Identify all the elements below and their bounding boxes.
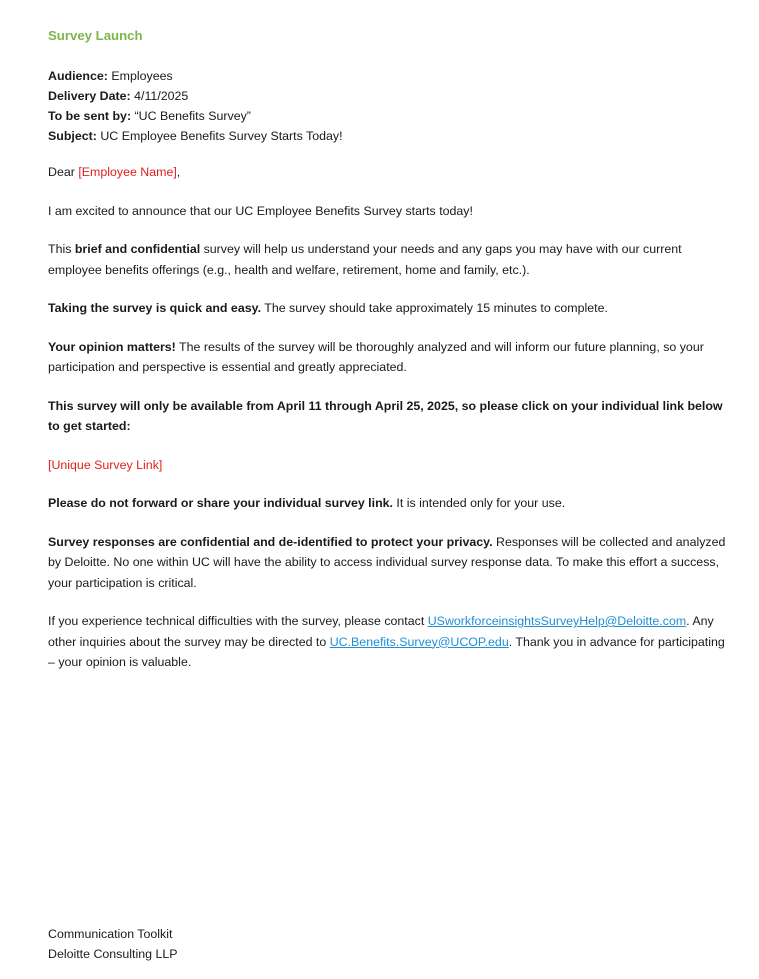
subject-line: Subject: UC Employee Benefits Survey Starts Today! xyxy=(48,129,343,143)
delivery-date-value: 4/11/2025 xyxy=(134,89,189,103)
help-email-link[interactable]: USworkforceinsightsSurveyHelp@Deloitte.com xyxy=(427,614,687,628)
greeting-suffix: , xyxy=(176,165,181,179)
sender-line: To be sent by: “UC Benefits Survey” xyxy=(48,109,251,123)
contact-paragraph: If you experience technical difficulties with the survey, please contact USworkforceinsightsSurveyHelp@Deloitte.com. Any other inquiries about the survey may be directed to UC.Benefits.Survey@UCOP.edu. Thank you in advance for participating – your opinion is valuable. xyxy=(48,614,725,669)
survey-link-placeholder[interactable]: [Unique Survey Link] xyxy=(48,457,163,472)
benefits-email-link[interactable]: UC.Benefits.Survey@UCOP.edu xyxy=(329,634,509,649)
page-footer xyxy=(48,924,178,964)
greeting-prefix: Dear xyxy=(48,165,79,179)
opinion-emphasis: Your opinion matters! xyxy=(48,339,176,354)
privacy-paragraph: Survey responses are confidential and de-identified to protect your privacy. Responses will be collected and analyzed by Deloitte. No one within UC will have the ability to access individual survey response data. To make this effort a success, your participation is critical. xyxy=(48,534,726,590)
email-metadata xyxy=(48,66,728,146)
forward-warning-paragraph: Please do not forward or share your individual survey link. It is intended only for your use. xyxy=(48,496,566,510)
privacy-emphasis: Survey responses are confidential and de-identified to protect your privacy. xyxy=(48,534,493,549)
duration-paragraph: Taking the survey is quick and easy. The survey should take approximately 15 minutes to complete. xyxy=(48,301,608,315)
opinion-paragraph: Your opinion matters! The results of the survey will be thoroughly analyzed and will inform our future planning, so your participation and perspective is essential and greatly appreciated. xyxy=(48,339,704,374)
duration-emphasis: Taking the survey is quick and easy. xyxy=(48,301,262,315)
availability-paragraph: This survey will only be available from April 11 through April 25, 2025, so please click on your individual link below to get started: xyxy=(48,398,723,433)
page-title: Survey Launch xyxy=(48,28,143,43)
subject-value: UC Employee Benefits Survey Starts Today! xyxy=(100,129,343,143)
delivery-date-label: Delivery Date xyxy=(48,89,127,103)
audience-label: Audience xyxy=(48,69,104,83)
audience-line: Audience: Employees xyxy=(48,69,173,83)
purpose-paragraph: This brief and confidential survey will help us understand your needs and any gaps you may have with our current employee benefits offerings (e.g., health and welfare, retirement, home and family, etc.). xyxy=(48,242,682,277)
delivery-date-line: Delivery Date: 4/11/2025 xyxy=(48,89,189,103)
footer-company-label: Deloitte Consulting LLP xyxy=(48,947,178,961)
footer-toolkit-label: Communication Toolkit xyxy=(48,927,173,941)
forward-warning-emphasis: Please do not forward or share your individual survey link. xyxy=(48,496,393,510)
employee-name-placeholder: [Employee Name] xyxy=(78,165,177,179)
intro-paragraph: I am excited to announce that our UC Employee Benefits Survey starts today! xyxy=(48,203,473,218)
document-page xyxy=(48,26,728,673)
audience-value: Employees xyxy=(111,69,173,83)
purpose-emphasis: brief and confidential xyxy=(74,242,201,256)
greeting xyxy=(48,162,728,183)
sender-label: To be sent by xyxy=(48,109,127,123)
sender-value: “UC Benefits Survey” xyxy=(134,109,251,123)
subject-label: Subject xyxy=(48,129,93,143)
